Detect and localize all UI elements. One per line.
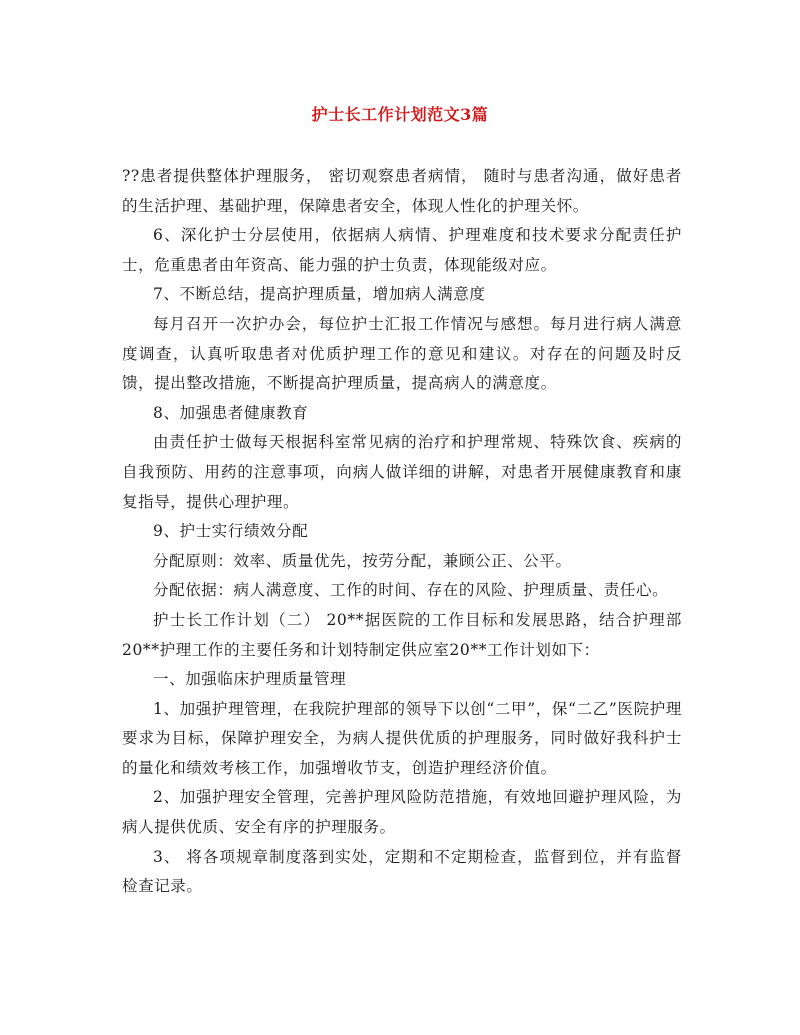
paragraph-2: 6、深化护士分层使用，依据病人病情、护理难度和技术要求分配责任护士，危重患者由年资高、能力强的护士负责，体现能级对应。	[122, 226, 682, 274]
paragraph-14: 3、 将各项规章制度落到实处，定期和不定期检查，监督到位，并有监督检查记录。	[122, 847, 682, 896]
paragraph-11: 一、加强临床护理质量管理	[153, 670, 347, 689]
paragraph-4: 每月召开一次护办会，每位护士汇报工作情况与感想。每月进行病人满意度调查，认真听取患者对优质护理工作的意见和建议。对存在的问题及时反馈，提出整改措施，不断提高护理质量，提高病人的满意度。	[122, 314, 682, 393]
paragraph-12: 1、加强护理管理，在我院护理部的领导下以创“二甲”，保“二乙”医院护理要求为目标，保障护理安全，为病人提供优质的护理服务，同时做好我科护士的量化和绩效考核工作，加强增收节支，创造护理经济价值。	[122, 699, 682, 777]
paragraph-5: 8、加强患者健康教育	[153, 403, 309, 422]
paragraph-8: 分配原则：效率、质量优先，按劳分配，兼顾公正、公平。	[153, 551, 572, 570]
paragraph-9: 分配依据：病人满意度、工作的时间、存在的风险、护理质量、责任心。	[153, 581, 669, 600]
paragraph-10: 护士长工作计划（二） 20**据医院的工作目标和发展思路，结合护理部20**护理工作的主要任务和计划特制定供应室20**工作计划如下：	[122, 610, 682, 659]
paragraph-6: 由责任护士做每天根据科室常见病的治疗和护理常规、特殊饮食、疾病的自我预防、用药的注意事项，向病人做详细的讲解，对患者开展健康教育和康复指导，提供心理护理。	[122, 433, 682, 511]
paragraph-3: 7、不断总结，提高护理质量，增加病人满意度	[153, 285, 486, 304]
document-body	[122, 162, 682, 902]
paragraph-7: 9、护士实行绩效分配	[153, 522, 309, 541]
paragraph-1: ??患者提供整体护理服务， 密切观察患者病情， 随时与患者沟通，做好患者的生活护理、基础护理，保障患者安全，体现人性化的护理关怀。	[122, 167, 682, 215]
paragraph-13: 2、加强护理安全管理，完善护理风险防范措施，有效地回避护理风险，为病人提供优质、安全有序的护理服务。	[122, 788, 682, 837]
page-title: 护士长工作计划范文3篇	[311, 105, 489, 124]
